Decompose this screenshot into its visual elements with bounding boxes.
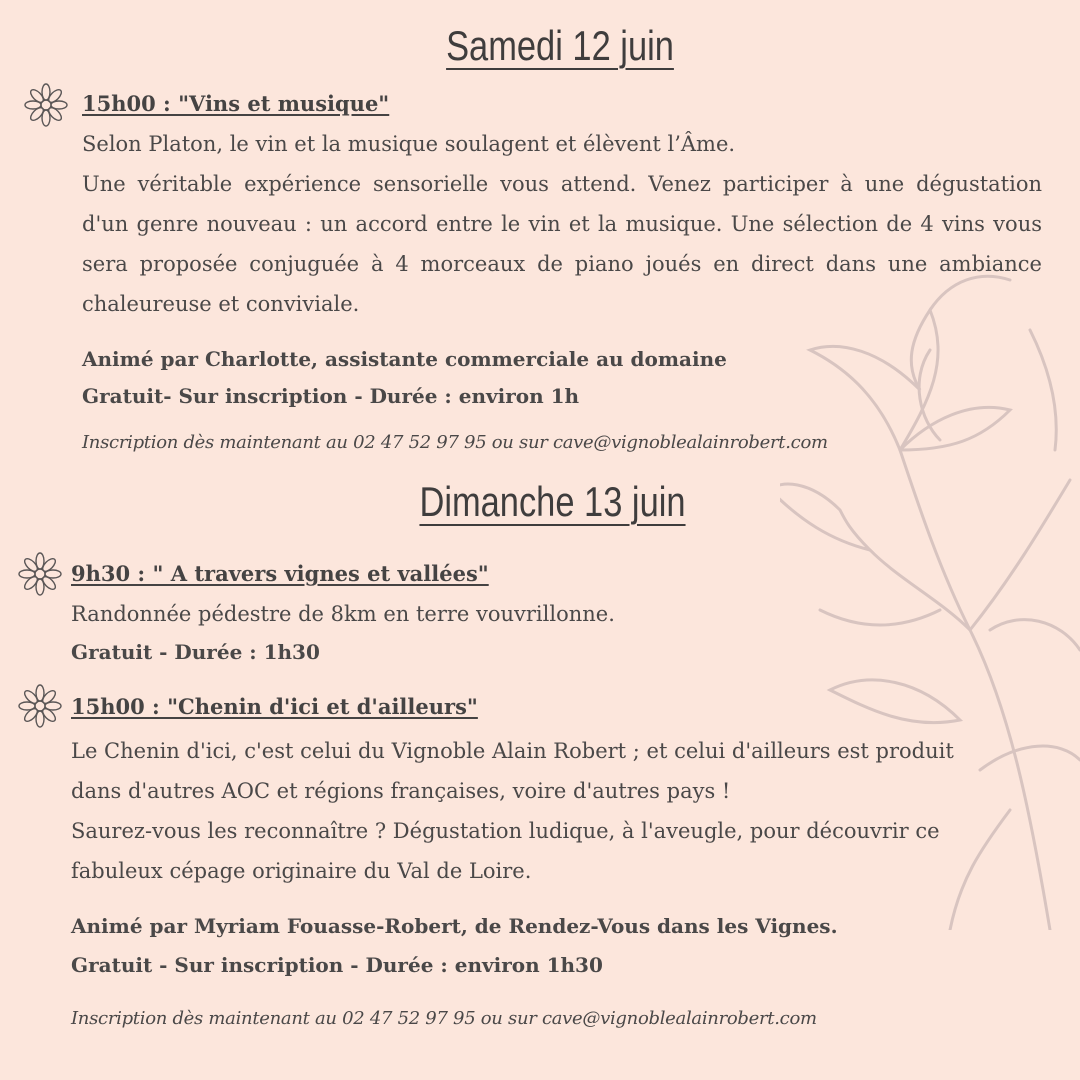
day-title-dimanche: Dimanche 13 juin [419, 478, 686, 525]
event-host: Animé par Myriam Fouasse-Robert, de Rendez-Vous dans les Vignes. [71, 914, 838, 938]
daisy-icon [23, 82, 69, 128]
event-title-vins-musique: 15h00 : "Vins et musique" [82, 91, 390, 116]
description-line: Selon Platon, le vin et la musique soulagent et élèvent l’Âme. [82, 132, 736, 156]
event-title-randonnee: 9h30 : " A travers vignes et vallées" [71, 561, 489, 586]
event-info: Gratuit - Sur inscription - Durée : environ 1h30 [71, 953, 603, 977]
event-info: Gratuit - Durée : 1h30 [71, 640, 320, 664]
daisy-icon [17, 683, 63, 729]
description-paragraph: Une véritable expérience sensorielle vous attend. Venez participer à une dégustation d'un genre nouveau : un accord entre le vin et la musique. Une sélection de 4 vins vous sera proposée conjuguée à 4 morceaux de piano joués en direct dans une ambiance chaleureuse et conviviale. [82, 172, 1042, 316]
description-line: Le Chenin d'ici, c'est celui du Vignoble Alain Robert ; et celui d'ailleurs est produit [71, 739, 954, 763]
description-line: Randonnée pédestre de 8km en terre vouvrillonne. [71, 602, 615, 626]
description-line: fabuleux cépage originaire du Val de Loire. [71, 859, 532, 883]
description-line: dans d'autres AOC et régions françaises, voire d'autres pays ! [71, 779, 731, 803]
event-description [82, 124, 1042, 324]
event-host: Animé par Charlotte, assistante commerciale au domaine [82, 347, 727, 371]
description-line: Saurez-vous les reconnaître ? Dégustation ludique, à l'aveugle, pour découvrir ce [71, 819, 940, 843]
event-registration: Inscription dès maintenant au 02 47 52 97 95 ou sur cave@vignoblealainrobert.com [82, 432, 828, 453]
event-description [71, 731, 954, 891]
event-info: Gratuit- Sur inscription - Durée : environ 1h [82, 384, 580, 408]
event-description [71, 594, 615, 634]
event-title-chenin: 15h00 : "Chenin d'ici et d'ailleurs" [71, 694, 478, 719]
day-title-samedi: Samedi 12 juin [446, 22, 674, 69]
event-registration: Inscription dès maintenant au 02 47 52 97 95 ou sur cave@vignoblealainrobert.com [71, 1008, 817, 1029]
daisy-icon [17, 551, 63, 597]
